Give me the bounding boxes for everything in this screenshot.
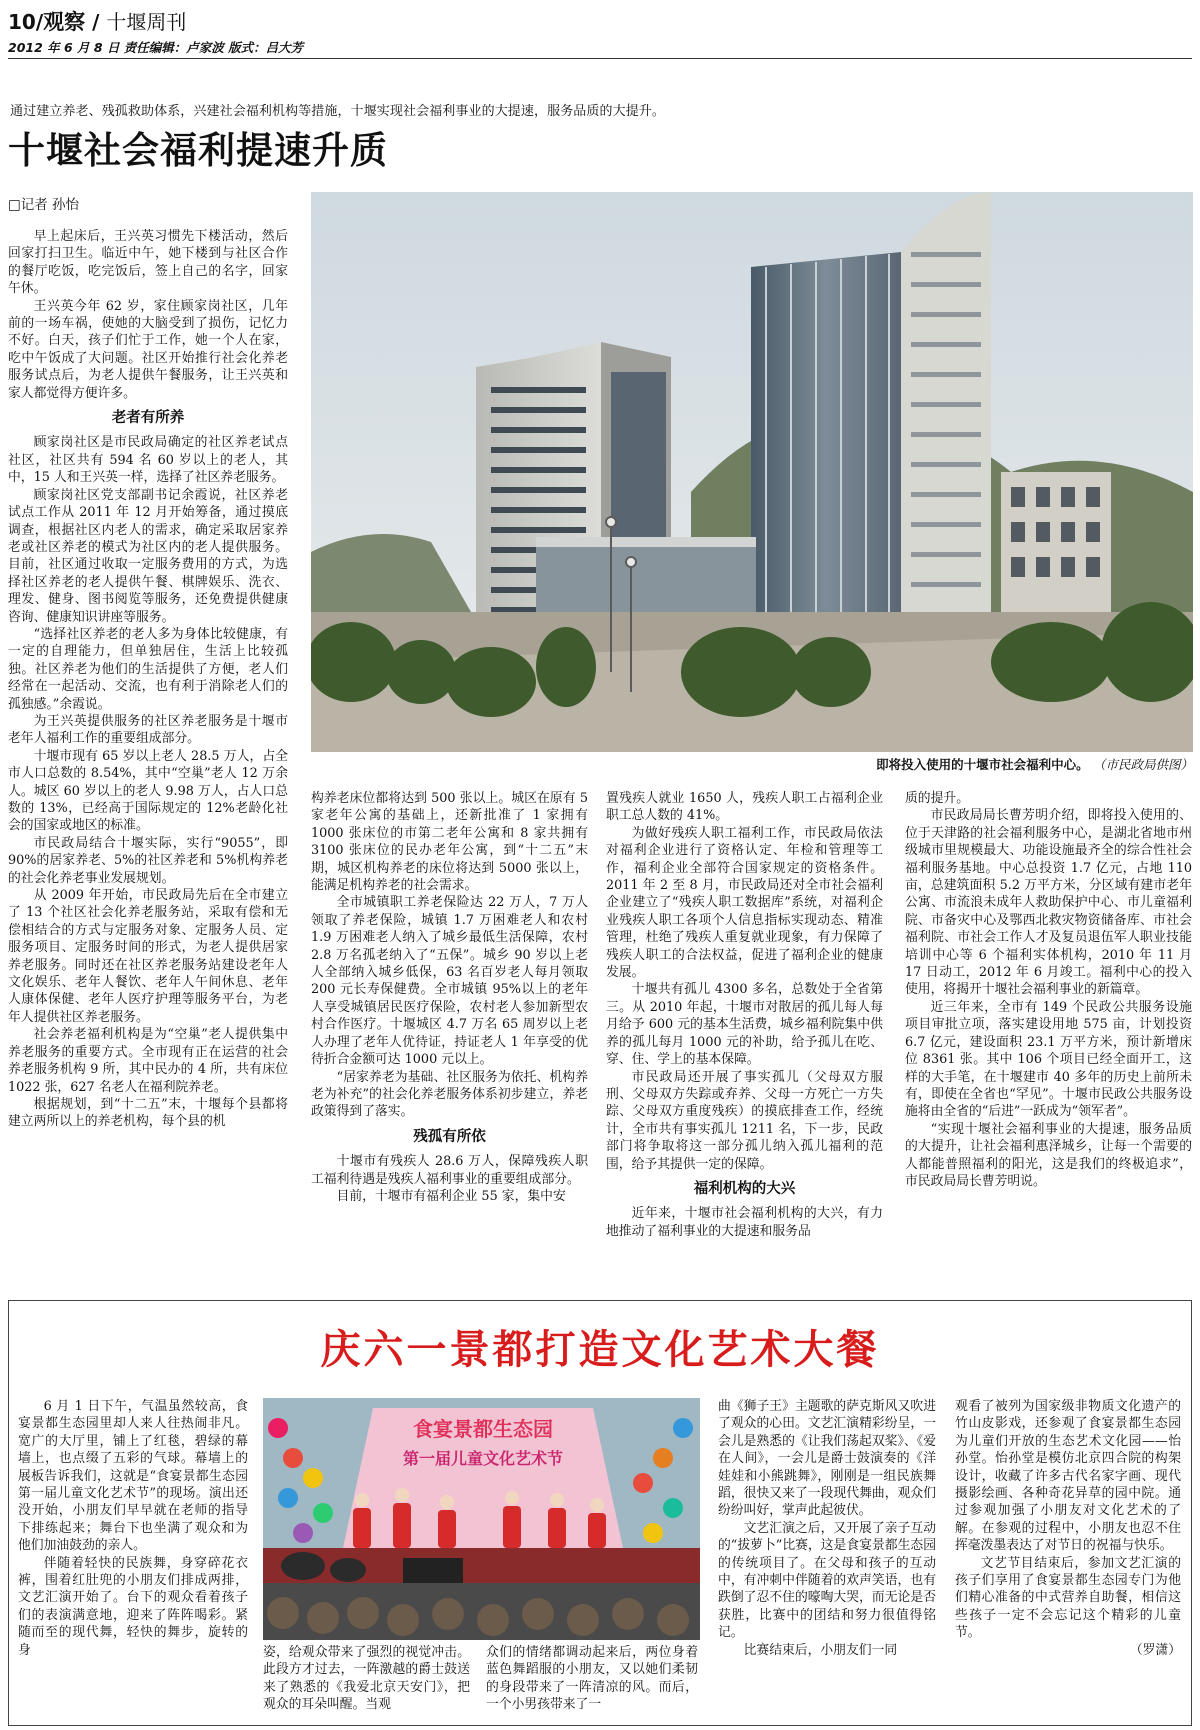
paragraph: “选择社区养老的老人多为身体比较健康，有一定的自理能力，但单独居住，生活上比较孤独。社区养老为他们的生活提供了方便，老人们经常在一起活动、交流，也有利于消除老人们的孤独感。”余霞说。 [8,626,288,712]
header-slash: / [92,10,100,34]
paragraph: 近三年来，全市有 149 个民政公共服务设施项目审批立项，落实建设用地 575 亩，计划投资 6.7 亿元，建设面积 23.1 万平方米，预计新增床位 8361 张。其中 106 个项目已经全面开工，这样的大手笔，在十堰建市 40 多年的历史上前所未有，即使在全省也“罕见”。十堰市民政公共服务设施将由全省的“后进”一跃成为“领军者”。 [905,999,1192,1120]
article-column-3 [606,790,883,1295]
paragraph: “居家养老为基础、社区服务为依托、机构养老为补充”的社会化养老服务体系初步建立，养老政策得到了落实。 [311,1069,588,1120]
paragraph: 6 月 1 日下午，气温虽然较高，食宴景都生态园里却人来人往热闹非凡。宽广的大厅里，铺上了红毯，碧绿的幕墙上，也点缀了五彩的气球。幕墙上的展板告诉我们，这就是“食宴景都生态园第一届儿童文化艺术节”的现场。演出还没开始，小朋友们早早就在老师的指导下排练起来；舞台下也坐满了观众和为他们加油鼓劲的亲人。 [18,1399,248,1554]
paragraph: 早上起床后，王兴英习惯先下楼活动，然后回家打扫卫生。临近中午，她下楼到与社区合作的餐厅吃饭，吃完饭后，签上自己的名字，回家午休。 [8,229,288,297]
stage-sign-2: 第一届儿童文化艺术节 [402,1449,564,1468]
article-column-4 [905,790,1192,1295]
author-signature: （罗潇） [1129,1642,1181,1658]
paragraph: 市民政局结合十堰实际，实行“9055”，即 90%的居家养老、5%的社区养老和 5%机构养老的社会化养老事业发展规划。 [8,835,288,886]
welfare-center-photo [311,192,1193,752]
paragraph: 十堰市现有 65 岁以上老人 28.5 万人，占全市人口总数的 8.54%，其中“空巢”老人 12 万余人。城区 60 岁以上的老人 9.98 万人，占人口总数的 13%，已经高于国际规定的 12%老龄化社会的国家或地区的标准。 [8,748,288,834]
caption-text: 即将投入使用的十堰市社会福利中心。 [876,757,1089,772]
subheading: 老者有所养 [111,410,185,427]
paragraph: 顾家岗社区是市民政局确定的社区养老试点社区，社区共有 594 名 60 岁以上的老人，其中，15 人和王兴英一样，选择了社区养老服务。 [8,435,288,486]
header-rule [8,58,1192,59]
paragraph: 为做好残疾人职工福利工作，市民政局依法对福利企业进行了资格认定、年检和管理等工作，福利企业全部符合国家规定的资格条件。2011 年 2 至 8 月，市民政局还对全市社会福利企业建立了“残疾人职工数据库”系统，对福利企业残疾人职工各项个人信息指标实现动态、精准管理，杜绝了残疾人重复就业现象，有力保障了残疾人职工的合法权益，促进了福利企业的健康发展。 [606,825,883,981]
feature-column-5 [955,1398,1181,1720]
article-byline: □记者 孙怡 [8,197,80,213]
paragraph: 目前，十堰市有福利企业 55 家，集中安 [336,1188,566,1204]
paragraph: 根据规划，到“十二五”末，十堰每个县都将建立两所以上的养老机构，每个县的机 [8,1096,288,1130]
children-stage-photo [263,1398,700,1640]
paragraph: “实现十堰社会福利事业的大提速，服务品质的大提升，让社会福利惠泽城乡，让每一个需要的人都能普照福利的阳光，这是我们的终极追求”，市民政局局长曹芳明说。 [905,1121,1192,1189]
paragraph: 众们的情绪都调动起来后，两位身着蓝色舞蹈服的小朋友，又以她们柔韧的身段带来了一阵清凉的风。而后，一个小男孩带来了一 [486,1645,698,1713]
paragraph: 社会养老福利机构是为“空巢”老人提供集中养老服务的重要方式。全市现有正在运营的社会养老服务机构 9 所，其中民办的 4 所，共有床位 1022 张，627 名老人在福利院养老。 [8,1027,288,1095]
page-number: 10/ [8,10,44,34]
paragraph: 从 2009 年开始，市民政局先后在全市建立了 13 个社区社会化养老服务站，采取有偿和无偿相结合的方式与定服务对象、定服务人员、定服务项目、定服务时间的形式，为老人提供居家养老服务。同时还在社区养老服务站建设老年人文化娱乐、老年人餐饮、老年人午间休息、老年人康体保健、老年人医疗护理等服务平台，为老年人提供社区养老服务。 [8,888,288,1025]
paragraph: 构养老床位都将达到 500 张以上。城区在原有 5 家老年公寓的基础上，还新批准了 1 家拥有 1000 张床位的市第二老年公寓和 8 家共拥有 3100 张床位的民办老年公寓，到“十二五”末期，城区机构养老的床位将达到 5000 张以上，能满足机构养老的社会需求。 [311,791,588,894]
paragraph: 文艺节目结束后，参加文艺汇演的孩子们享用了食宴景都生态园专门为他们精心准备的中式营养自助餐，相信这些孩子一定不会忘记这个精彩的儿童节。 [955,1555,1181,1641]
article-kicker: 通过建立养老、残孤救助体系，兴建社会福利机构等措施，十堰实现社会福利事业的大提速，服务品质的大提升。 [10,104,666,119]
paragraph: 置残疾人就业 1650 人，残疾人职工占福利企业职工总人数的 41%。 [606,791,883,824]
subheading: 福利机构的大兴 [693,1180,796,1197]
publication-name: 十堰周刊 [106,10,187,34]
feature-column-2 [263,1644,470,1720]
article-headline: 十堰社会福利提速升质 [8,128,388,172]
photo-credit: （市民政局供图） [1092,757,1193,772]
feature-column-1 [18,1398,248,1720]
paragraph: 王兴英今年 62 岁，家住顾家岗社区，几年前的一场车祸，使她的大脑受到了损伤，记忆力不好。白天，孩子们忙于工作，她一个人在家，吃中午饭成了大问题。社区开始推行社会化养老服务试点后，为老人提供午餐服务，让王兴英和家人都觉得方便许多。 [8,298,288,401]
page-header [8,6,186,36]
feature-headline: 庆六一景都打造文化艺术大餐 [320,1326,880,1373]
subheading: 残孤有所依 [413,1128,486,1145]
paragraph: 全市城镇职工养老保险达 22 万人，7 万人领取了养老保险，城镇 1.7 万困难老人和农村 1.9 万困难老人纳入了城乡最低生活保障，农村 2.8 万名孤老纳入了“五保”。城乡 90 岁以上老人全部纳入城乡低保，63 名百岁老人每月领取 200 元长寿保健费。全市城镇 95%以上的老年人享受城镇居民医疗保险，农村老人参加新型农村合作医疗。十堰城区 4.7 万名 65 周岁以上老人办理了老年人优待证，持证老人 1 年享受的优待折合金额可达 1000 元以上。 [311,895,588,1068]
paragraph: 顾家岗社区党支部副书记余霞说，社区养老试点工作从 2011 年 12 月开始筹备，通过摸底调查，根据社区内老人的需求，确定采取居家养老或社区养老的模式为社区内的老人提供服务。目前，社区通过收取一定服务费用的方式，为选择社区养老的老人提供午餐、棋牌娱乐、洗衣、理发、健身、图书阅览等服务，还免费提供健康咨询、健康知识讲座等服务。 [8,487,288,625]
paragraph: 观看了被列为国家级非物质文化遗产的竹山皮影戏，还参观了食宴景都生态园为儿童们开放的生态艺术文化园——怡孙堂。怡孙堂是模仿北京四合院的构架设计，收藏了许多古代名家字画、现代摄影绘画、各种奇花异草的园中院。通过参观加强了小朋友对文化艺术的了解。在参观的过程中，小朋友也忍不住挥毫泼墨表达了对节日的祝福与快乐。 [955,1399,1181,1554]
paragraph: 伴随着轻快的民族舞，身穿碎花衣裤，围着红肚兜的小朋友们排成两排，文艺汇演开始了。台下的观众看着孩子们的表演满意地，迎来了阵阵喝彩。紧随而至的现代舞，轻快的舞步，旋转的身 [18,1555,248,1658]
article-column-1 [8,228,288,1290]
issue-meta: 2012 年 6 月 8 日 责任编辑：卢家波 版式：吕大芳 [8,40,304,55]
photo-caption [311,755,1193,773]
paragraph: 十堰市有残疾人 28.6 万人，保障残疾人职工福利待遇是残疾人福利事业的重要组成部分。 [311,1154,588,1187]
paragraph: 质的提升。 [905,791,969,806]
paragraph: 比赛结束后，小朋友们一同 [743,1642,898,1658]
feature-column-3 [486,1644,698,1720]
paragraph: 姿，给观众带来了强烈的视觉冲击。此段方才过去，一阵激越的爵士鼓送来了熟悉的《我爱北京天安门》，把观众的耳朵叫醒。当观 [263,1645,470,1713]
paragraph: 市民政局局长曹芳明介绍，即将投入使用的、位于天津路的社会福利服务中心，是湖北省地市州级城市里规模最大、功能设施最齐全的综合性社会福利服务基地。中心总投资 1.7 亿元，占地 110 亩，总建筑面积 5.2 万平方米，分区域有建市老年公寓、市流浪未成年人救助保护中心、市儿童福利院、市备灾中心及鄂西北救灾物资储备库、市社会福利院、市社会工作人才及复员退伍军人职业技能培训中心等 6 个福利实体机构，2010 年 11 月 17 日动工，2012 年 6 月竣工。福利中心的投入使用，将揭开十堰社会福利事业的新篇章。 [905,808,1192,998]
article-column-2 [311,790,588,1295]
paragraph: 十堰共有孤儿 4300 多名，总数处于全省第三。从 2010 年起，十堰市对散居的孤儿每人每月给予 600 元的基本生活费，城乡福利院集中供养的孤儿每月 1000 元的补助，给予孤儿在吃、穿、住、学上的基本保障。 [606,982,883,1068]
paragraph: 文艺汇演之后，又开展了亲子互动的“拔萝卜”比赛，这是食宴景都生态园的传统项目了。在父母和孩子的互动中，有冲刺中伴随着的欢声笑语，也有跌倒了忍不住的嚎啕大哭，而无论是否获胜，比赛中的团结和努力很值得铭记。 [718,1520,936,1641]
paragraph: 为王兴英提供服务的社区养老服务是十堰市老年人福利工作的重要组成部分。 [8,713,288,747]
stage-sign-1: 食宴景都生态园 [413,1417,553,1441]
paragraph: 近年来，十堰市社会福利机构的大兴，有力地推动了福利事业的大提速和服务品 [606,1206,883,1239]
section-name: 观察 [43,10,86,34]
paragraph: 市民政局还开展了事实孤儿（父母双方服刑、父母双方失踪或弃养、父母一方死亡一方失踪、父母双方重度残疾）的摸底排查工作，经统计，全市共有事实孤儿 1211 名，下一步，民政部门将争取将这一部分孤儿纳入孤儿福利的范围，给予其提供一定的保障。 [606,1069,883,1172]
paragraph: 曲《狮子王》主题歌的萨克斯风又吹进了观众的心田。文艺汇演精彩纷呈，一会儿是熟悉的《让我们荡起双桨》、《爱在人间》，一会儿是爵士鼓演奏的《洋娃娃和小熊跳舞》，刚刚是一组民族舞蹈，很快又来了一段现代舞曲，观众们纷纷叫好，掌声此起彼伏。 [718,1399,936,1519]
feature-column-4 [718,1398,936,1720]
